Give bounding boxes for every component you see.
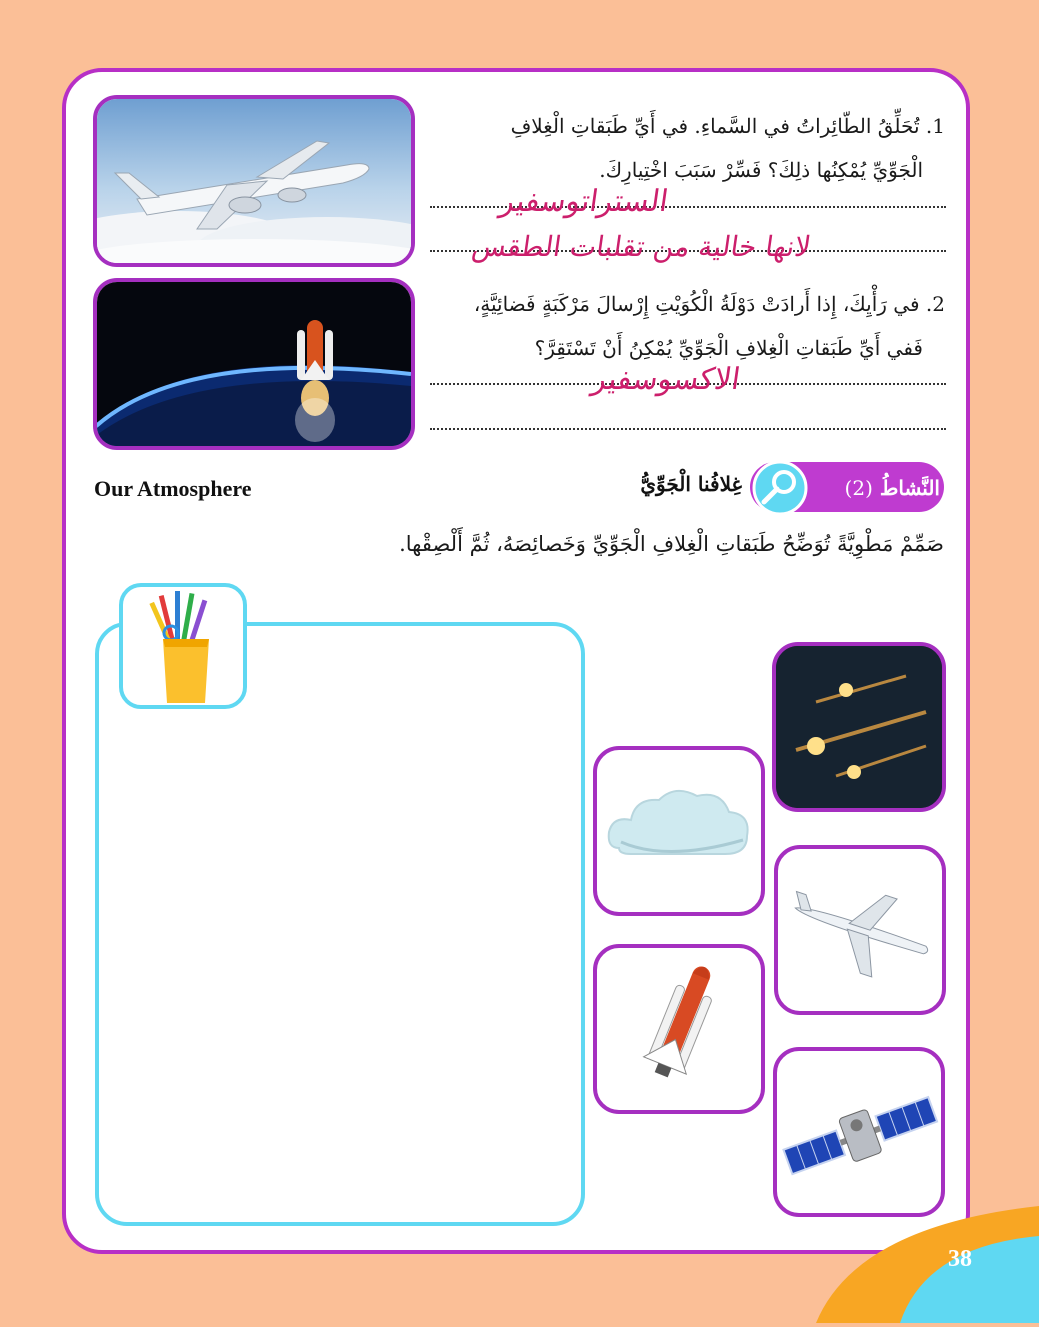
cloud-tile[interactable] (593, 746, 765, 916)
question-text: تُحَلِّقُ الطّائِراتُ في السَّماءِ. في أَيِّ طَبَقاتِ الْغِلافِ (510, 114, 920, 138)
question-text: في رَأْيِكَ، إِذا أَرادَتْ دَوْلَةُ الْكُوَيْتِ إِرْسالَ مَرْكَبَةٍ فَضائِيَّةٍ، (473, 292, 920, 316)
shuttle-earth-photo (93, 278, 415, 450)
handwritten-answer: الاكسوسفير (589, 362, 743, 397)
satellite-tile[interactable] (773, 1047, 945, 1217)
magnifier-icon (750, 460, 808, 516)
question-number: 1 (932, 114, 945, 138)
question-number: 2 (932, 292, 945, 316)
activity-instruction: صَمِّمْ مَطْوِيَّةً تُوَضِّحُ طَبَقاتِ الْغِلافِ الْجَوِّيِّ وَخَصائِصَهُ، ثُمَّ أَلْصِقْها. (399, 532, 944, 556)
question-text: فَفي أَيِّ طَبَقاتِ الْغِلافِ الْجَوِّيِّ يُمْكِنُ أَنْ تَسْتَقِرَّ؟ (534, 336, 923, 360)
activity-label (812, 470, 940, 506)
answer-line (430, 428, 946, 430)
airplane-sky-photo (93, 95, 415, 267)
question-text: الْجَوِّيِّ يُمْكِنُها ذلِكَ؟ فَسِّرْ سَبَبَ اخْتِيارِكَ. (599, 158, 923, 182)
meteors-tile[interactable] (772, 642, 946, 812)
foldable-drawing-area[interactable] (95, 622, 585, 1226)
activity-number: (2) (844, 476, 873, 500)
question-2: 2. في رَأْيِكَ، إِذا أَرادَتْ دَوْلَةُ الْكُوَيْتِ إِرْسالَ مَرْكَبَةٍ فَضائِيَّةٍ، فَفي أَيِّ طَبَقاتِ الْغِلافِ الْجَوِّيِّ يُمْكِنُ أَنْ تَسْتَقِرَّ؟ (425, 282, 945, 370)
handwritten-answer: لانها خالية من تقلبات الطقس (469, 230, 813, 263)
rocket-tile[interactable] (593, 944, 765, 1114)
activity-english-title: Our Atmosphere (94, 476, 252, 501)
activity-title: غِلافُنا الْجَوِّيُّ (640, 472, 742, 496)
activity-label-text: النَّشاطُ (879, 476, 940, 500)
question-1: 1. تُحَلِّقُ الطّائِراتُ في السَّماءِ. في أَيِّ طَبَقاتِ الْغِلافِ الْجَوِّيِّ يُمْكِنُها ذلِكَ؟ فَسِّرْ سَبَبَ اخْتِيارِكَ. (425, 104, 945, 192)
page-number: 38 (948, 1246, 972, 1272)
airplane-tile[interactable] (774, 845, 946, 1015)
page-corner-decoration (816, 1206, 1039, 1323)
stationery-icon (119, 583, 247, 709)
handwritten-answer: الستراتوسفير (497, 184, 671, 219)
